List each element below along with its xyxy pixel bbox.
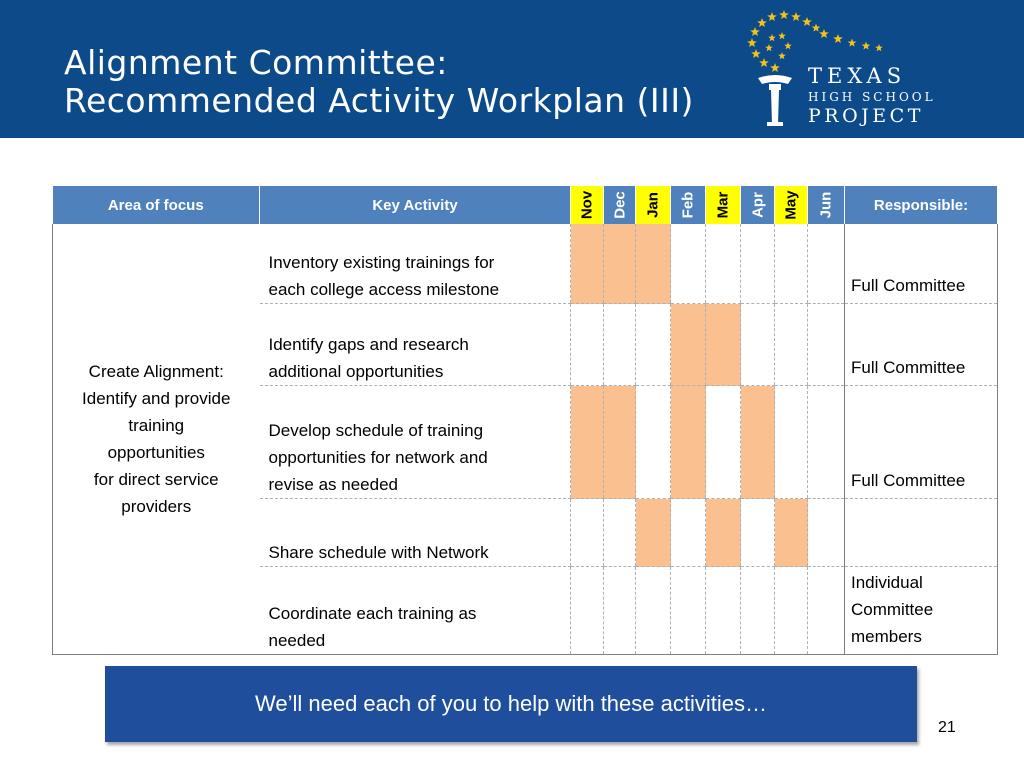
header-area-of-focus: Area of focus xyxy=(53,186,260,224)
month-cell-feb xyxy=(671,304,706,386)
area-of-focus-line: Create Alignment: xyxy=(88,362,224,381)
responsible-line: Full Committee xyxy=(851,358,966,377)
responsible-line: Full Committee xyxy=(851,276,966,295)
responsible-line: Committee xyxy=(851,600,934,619)
header-key-activity: Key Activity xyxy=(260,186,571,224)
texas-high-school-project-logo xyxy=(742,8,942,132)
month-cell-may xyxy=(775,386,808,499)
header-month xyxy=(775,186,808,224)
slide-title xyxy=(64,44,694,120)
responsible-cell xyxy=(845,499,998,567)
month-cell-feb xyxy=(671,224,706,304)
month-cell-jan xyxy=(636,567,671,655)
header-month xyxy=(604,186,636,224)
key-activity-cell xyxy=(260,304,571,386)
header-month xyxy=(808,186,845,224)
responsible-cell xyxy=(845,224,998,304)
month-cell-may xyxy=(775,499,808,567)
month-label: Mar xyxy=(714,191,732,219)
key-activity-line: Share schedule with Network xyxy=(268,543,489,562)
key-activity-cell xyxy=(260,224,571,304)
month-cell-jan xyxy=(636,499,671,567)
area-of-focus-line: providers xyxy=(121,497,192,516)
header-responsible: Responsible: xyxy=(845,186,998,224)
key-activity-cell xyxy=(260,499,571,567)
month-cell-jun xyxy=(808,567,845,655)
slide-title-line-1: Alignment Committee: xyxy=(64,43,448,82)
area-of-focus-cell xyxy=(53,224,260,655)
area-of-focus-line: for direct service xyxy=(93,470,219,489)
area-of-focus-line: training xyxy=(128,416,185,435)
key-activity-line: revise as needed xyxy=(268,475,398,494)
month-label: Apr xyxy=(749,192,766,218)
month-cell-apr xyxy=(741,567,775,655)
month-label: Jan xyxy=(644,192,662,218)
header-month xyxy=(706,186,741,224)
month-cell-nov xyxy=(571,499,604,567)
month-cell-jun xyxy=(808,304,845,386)
month-cell-apr xyxy=(741,304,775,386)
responsible-cell xyxy=(845,567,998,655)
month-cell-feb xyxy=(671,567,706,655)
month-cell-mar xyxy=(706,224,741,304)
month-cell-jan xyxy=(636,386,671,499)
month-cell-mar xyxy=(706,499,741,567)
table-row xyxy=(53,224,998,304)
month-cell-jan xyxy=(636,304,671,386)
month-cell-dec xyxy=(604,304,636,386)
month-cell-nov xyxy=(571,224,604,304)
header-month xyxy=(671,186,706,224)
month-label: Jun xyxy=(817,191,835,219)
responsible-cell xyxy=(845,304,998,386)
month-cell-may xyxy=(775,304,808,386)
responsible-line: Individual xyxy=(851,573,923,592)
key-activity-line: Coordinate each training as xyxy=(268,604,477,623)
month-cell-jun xyxy=(808,499,845,567)
month-cell-mar xyxy=(706,386,741,499)
month-cell-apr xyxy=(741,499,775,567)
logo-text-texas: TEXAS xyxy=(808,64,907,88)
month-cell-jun xyxy=(808,386,845,499)
month-cell-jan xyxy=(636,224,671,304)
logo-text-high-school: HIGH SCHOOL xyxy=(808,90,936,104)
month-label: May xyxy=(782,190,800,220)
key-activity-line: each college access milestone xyxy=(268,280,500,299)
area-of-focus-line: opportunities xyxy=(107,443,205,462)
header-month xyxy=(636,186,671,224)
month-cell-feb xyxy=(671,386,706,499)
star-trail-icon xyxy=(812,8,942,58)
key-activity-line: opportunities for network and xyxy=(268,448,488,467)
month-cell-mar xyxy=(706,304,741,386)
title-bar xyxy=(0,0,1024,138)
month-label: Nov xyxy=(578,190,596,220)
month-cell-may xyxy=(775,567,808,655)
month-cell-dec xyxy=(604,499,636,567)
key-activity-line: needed xyxy=(268,631,326,650)
month-cell-nov xyxy=(571,567,604,655)
responsible-line: members xyxy=(851,627,922,646)
logo-text-project: PROJECT xyxy=(808,105,924,127)
responsible-cell xyxy=(845,386,998,499)
month-cell-may xyxy=(775,224,808,304)
key-activity-line: Develop schedule of training xyxy=(268,421,484,440)
month-cell-jun xyxy=(808,224,845,304)
header-month xyxy=(571,186,604,224)
month-cell-nov xyxy=(571,304,604,386)
month-cell-apr xyxy=(741,386,775,499)
responsible-line: Full Committee xyxy=(851,471,966,490)
header-month xyxy=(741,186,775,224)
month-cell-dec xyxy=(604,224,636,304)
month-cell-apr xyxy=(741,224,775,304)
month-cell-dec xyxy=(604,386,636,499)
key-activity-line: Inventory existing trainings for xyxy=(268,253,495,272)
page-number: 21 xyxy=(938,719,956,736)
month-cell-mar xyxy=(706,567,741,655)
key-activity-line: Identify gaps and research xyxy=(268,335,469,354)
month-label: Feb xyxy=(679,191,697,219)
workplan-table xyxy=(52,186,998,655)
call-to-action-banner: We’ll need each of you to help with these activities… xyxy=(105,666,917,742)
slide-title-line-2: Recommended Activity Workplan (III) xyxy=(64,81,694,120)
month-cell-nov xyxy=(571,386,604,499)
month-cell-feb xyxy=(671,499,706,567)
key-activity-cell xyxy=(260,567,571,655)
month-cell-dec xyxy=(604,567,636,655)
month-label: Dec xyxy=(611,191,628,219)
key-activity-cell xyxy=(260,386,571,499)
area-of-focus-line: Identify and provide xyxy=(82,389,231,408)
key-activity-line: additional opportunities xyxy=(268,362,444,381)
table-header-row xyxy=(53,186,998,224)
